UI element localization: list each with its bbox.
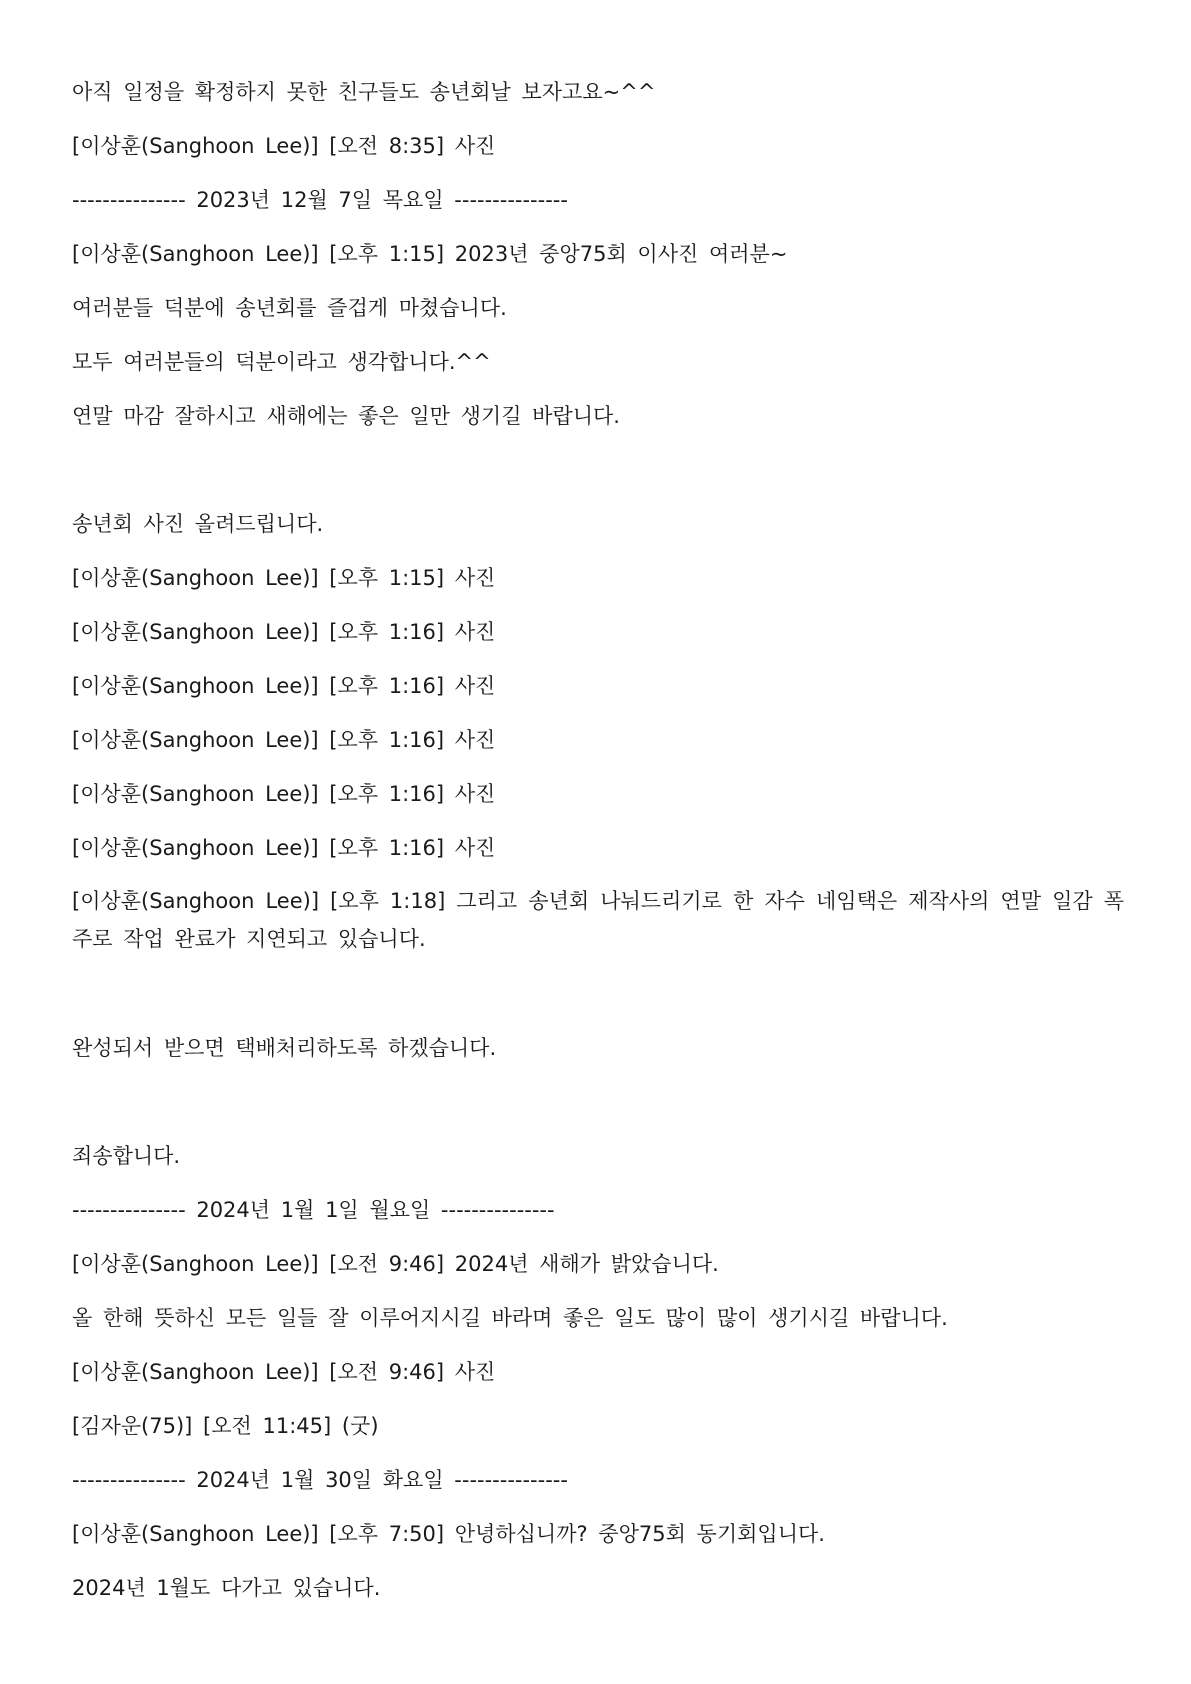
chat-message-line: [이상훈(Sanghoon Lee)] [오후 7:50] 안녕하십니까? 중앙75회 동기회입니다. (72, 1522, 825, 1546)
chat-message-line: [이상훈(Sanghoon Lee)] [오전 9:46] 사진 (72, 1360, 496, 1384)
text-line: 완성되서 받으면 택배처리하도록 하겠습니다. (72, 1036, 497, 1060)
chat-message-line: [이상훈(Sanghoon Lee)] [오후 1:16] 사진 (72, 674, 496, 698)
text-line: 2024년 1월도 다가고 있습니다. (72, 1576, 381, 1600)
chat-message-line: [이상훈(Sanghoon Lee)] [오후 1:16] 사진 (72, 836, 496, 860)
text-line: 여러분들 덕분에 송년회를 즐겁게 마쳤습니다. (72, 296, 507, 320)
blank-line (72, 450, 1124, 504)
date-separator: --------------- 2024년 1월 1일 월요일 --------------- (72, 1198, 555, 1222)
blank-line (72, 1082, 1124, 1136)
chat-message-line: [김자운(75)] [오전 11:45] (굿) (72, 1414, 379, 1438)
text-line: 모두 여러분들의 덕분이라고 생각합니다.^^ (72, 350, 491, 374)
text-line: 죄송합니다. (72, 1144, 181, 1168)
date-separator: --------------- 2023년 12월 7일 목요일 --------------- (72, 188, 568, 212)
chat-message-line: [이상훈(Sanghoon Lee)] [오후 1:18] 그리고 송년회 나눠드리기로 한 자수 네임택은 제작사의 연말 일감 폭주로 작업 완료가 지연되고 있습니다. (72, 889, 1124, 951)
text-line: 연말 마감 잘하시고 새해에는 좋은 일만 생기길 바랍니다. (72, 404, 620, 428)
text-line: 송년회 사진 올려드립니다. (72, 512, 324, 536)
blank-line (72, 974, 1124, 1028)
chat-message-line: [이상훈(Sanghoon Lee)] [오전 8:35] 사진 (72, 134, 496, 158)
chat-log-text (72, 72, 1124, 1622)
text-line: 올 한해 뜻하신 모든 일들 잘 이루어지시길 바라며 좋은 일도 많이 많이 생기시길 바랍니다. (72, 1306, 948, 1330)
text-line: 아직 일정을 확정하지 못한 친구들도 송년회날 보자고요~^^ (72, 80, 656, 104)
chat-message-line: [이상훈(Sanghoon Lee)] [오후 1:16] 사진 (72, 782, 496, 806)
chat-message-line: [이상훈(Sanghoon Lee)] [오전 9:46] 2024년 새해가 밝았습니다. (72, 1252, 719, 1276)
chat-message-line: [이상훈(Sanghoon Lee)] [오후 1:15] 사진 (72, 566, 496, 590)
chat-message-line: [이상훈(Sanghoon Lee)] [오후 1:16] 사진 (72, 728, 496, 752)
date-separator: --------------- 2024년 1월 30일 화요일 --------------- (72, 1468, 568, 1492)
chat-message-line: [이상훈(Sanghoon Lee)] [오후 1:15] 2023년 중앙75회 이사진 여러분~ (72, 242, 788, 266)
chat-message-line: [이상훈(Sanghoon Lee)] [오후 1:16] 사진 (72, 620, 496, 644)
